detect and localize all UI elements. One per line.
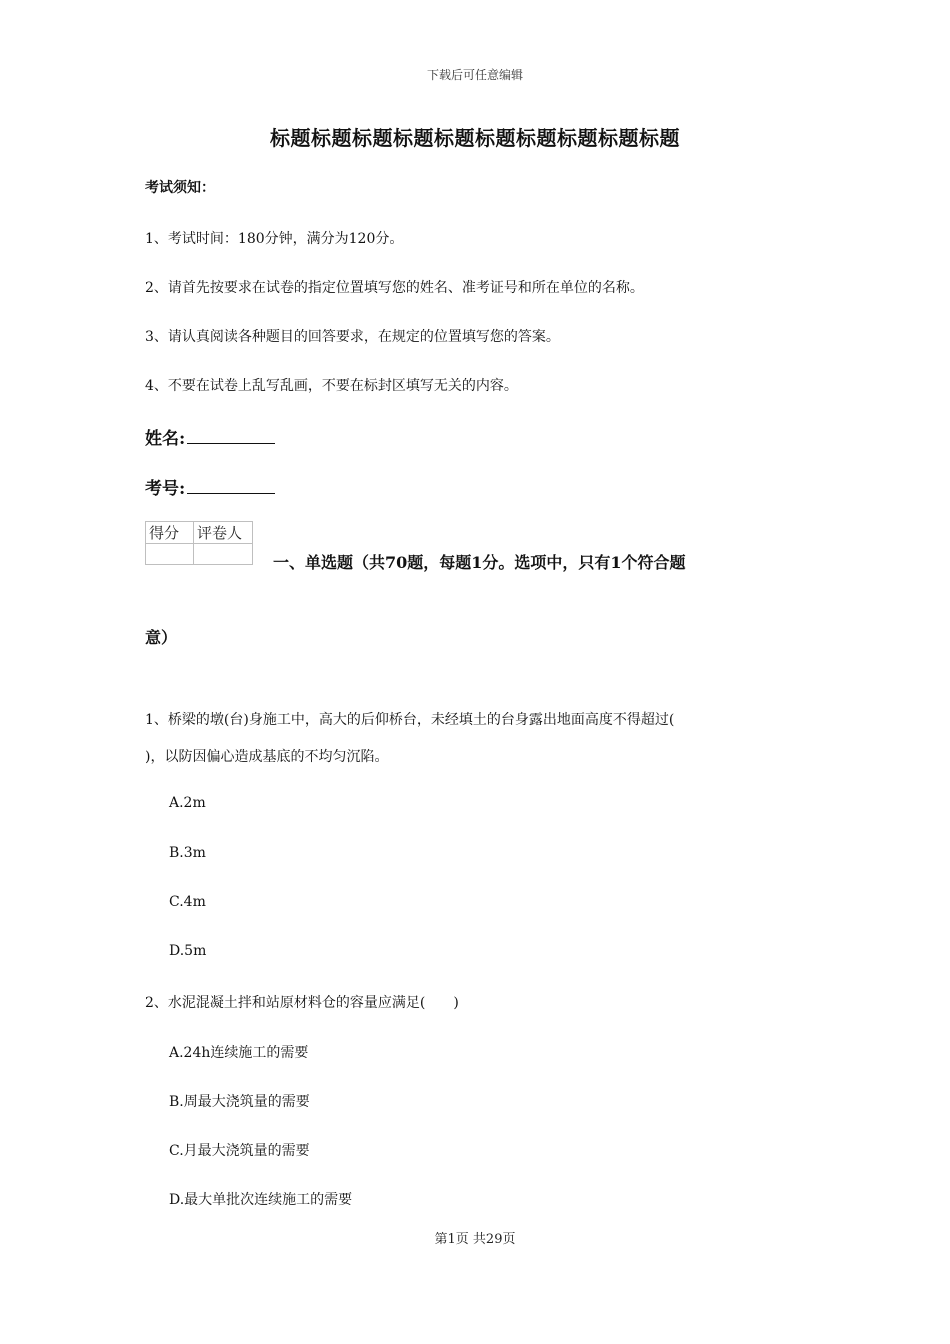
grader-cell[interactable]	[194, 544, 253, 565]
name-blank[interactable]	[187, 427, 275, 444]
id-field[interactable]	[145, 474, 275, 499]
notice-heading: 考试须知：	[145, 180, 215, 196]
notice-item-2: 2、请首先按要求在试卷的指定位置填写您的姓名、准考证号和所在单位的名称。	[145, 280, 644, 296]
notice-item-1: 1、考试时间：180分钟，满分为120分。	[145, 231, 404, 247]
score-table	[145, 521, 253, 565]
question-1-option-d[interactable]: D.5m	[169, 943, 207, 959]
question-2-option-d[interactable]: D.最大单批次连续施工的需要	[169, 1192, 353, 1208]
question-1-option-a[interactable]: A.2m	[169, 795, 206, 811]
question-2-option-c[interactable]: C.月最大浇筑量的需要	[169, 1143, 310, 1159]
question-1-option-b[interactable]: B.3m	[169, 845, 206, 861]
notice-item-4: 4、不要在试卷上乱写乱画，不要在标封区填写无关的内容。	[145, 378, 518, 394]
id-blank[interactable]	[187, 477, 275, 494]
page-title: 标题标题标题标题标题标题标题标题标题标题	[270, 126, 680, 150]
question-1-line-1: 1、桥梁的墩(台)身施工中，高大的后仰桥台，未经填土的台身露出地面高度不得超过(	[145, 712, 675, 728]
question-1-line-2: )，以防因偏心造成基底的不均匀沉陷。	[145, 749, 389, 765]
section-title-continued: 意）	[145, 628, 178, 647]
question-2-option-a[interactable]: A.24h连续施工的需要	[169, 1045, 309, 1061]
notice-item-3: 3、请认真阅读各种题目的回答要求，在规定的位置填写您的答案。	[145, 329, 560, 345]
grader-header: 评卷人	[194, 522, 253, 544]
name-field[interactable]	[145, 424, 275, 449]
question-2: 2、水泥混凝土拌和站原材料仓的容量应满足( )	[145, 995, 459, 1011]
score-header: 得分	[146, 522, 194, 544]
name-label: 姓名:	[145, 429, 186, 449]
header-note: 下载后可任意编辑	[426, 68, 523, 82]
question-2-option-b[interactable]: B.周最大浇筑量的需要	[169, 1094, 310, 1110]
score-cell[interactable]	[146, 544, 194, 565]
page-footer: 第1页 共29页	[434, 1232, 516, 1247]
id-label: 考号:	[145, 479, 186, 499]
question-1-option-c[interactable]: C.4m	[169, 894, 206, 910]
section-title: 一、单选题（共70题，每题1分。选项中，只有1个符合题	[273, 553, 686, 572]
